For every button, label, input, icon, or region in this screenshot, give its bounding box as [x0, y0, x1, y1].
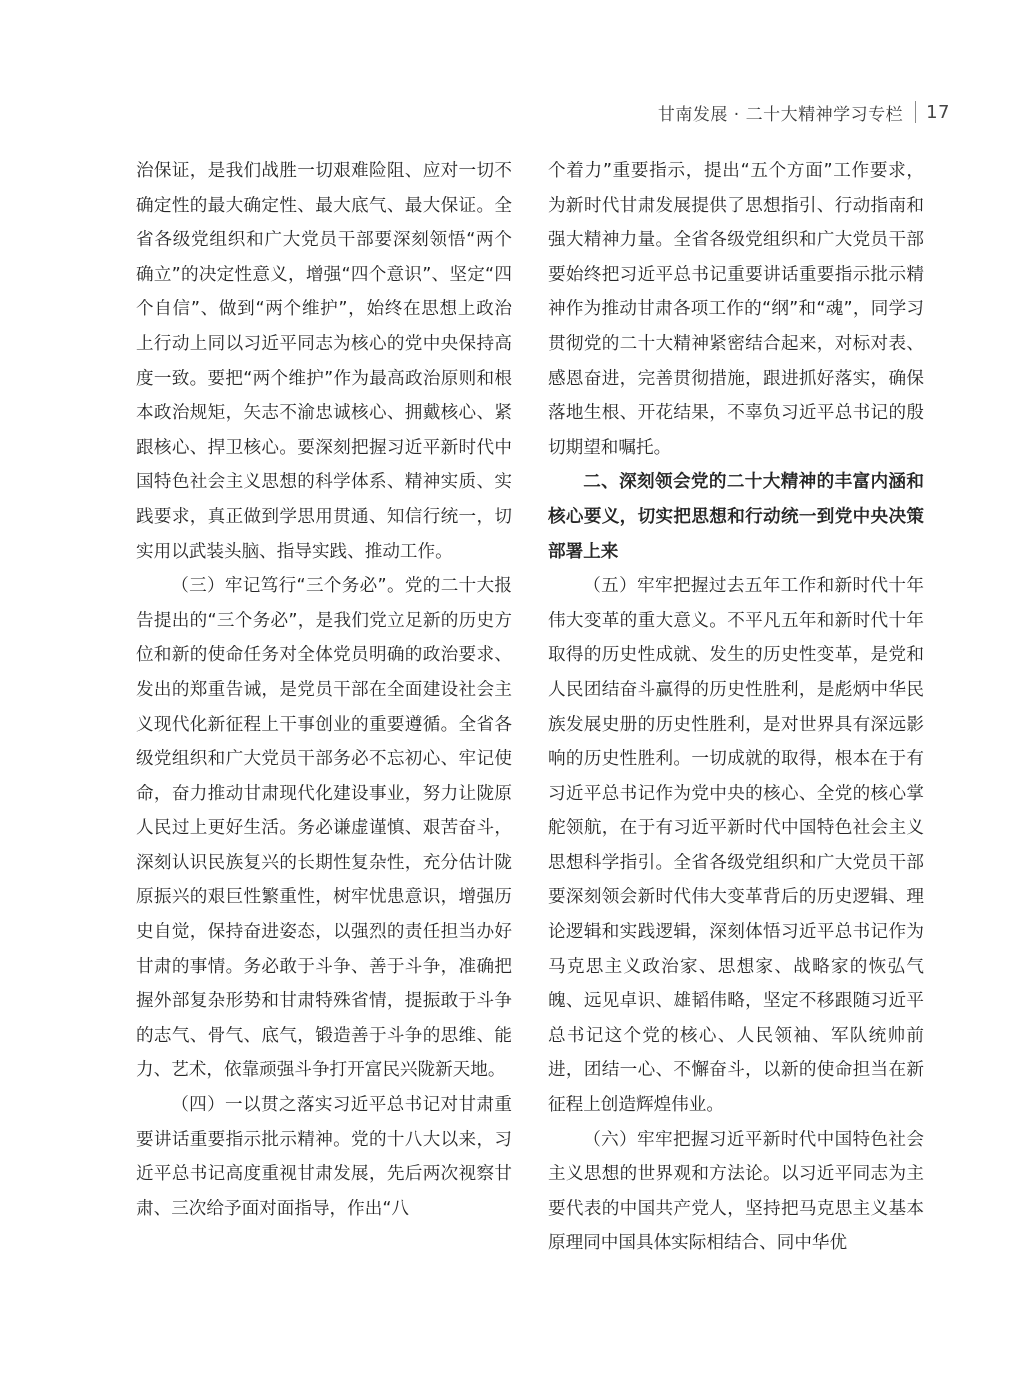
running-header: [658, 98, 950, 126]
section-heading-2: 二、深刻领会党的二十大精神的丰富内涵和核心要义，切实把思想和行动统一到党中央决策部署上来: [548, 472, 924, 562]
left-column: [136, 154, 512, 1226]
right-column: [548, 154, 924, 1261]
paragraph-continued: 治保证，是我们战胜一切艰难险阻、应对一切不确定性的最大确定性、最大底气、最大保证。全省各级党组织和广大党员干部要深刻领悟“两个确立”的决定性意义，增强“四个意识”、坚定“四个自信”、做到“两个维护”，始终在思想上政治上行动上同以习近平同志为核心的党中央保持高度一致。要把“两个维护”作为最高政治原则和根本政治规矩，矢志不渝忠诚核心、拥戴核心、紧跟核心、捍卫核心。要深刻把握习近平新时代中国特色社会主义思想的科学体系、精神实质、实践要求，真正做到学思用贯通、知信行统一，切实用以武装头脑、指导实践、推动工作。: [136, 161, 512, 562]
paragraph-section-4: （四）一以贯之落实习近平总书记对甘肃重要讲话重要指示批示精神。党的十八大以来，习近平总书记高度重视甘肃发展，先后两次视察甘肃、三次给予面对面指导，作出“八: [136, 1095, 512, 1219]
paragraph-section-5: （五）牢牢把握过去五年工作和新时代十年伟大变革的重大意义。不平凡五年和新时代十年取得的历史性成就、发生的历史性变革，是党和人民团结奋斗赢得的历史性胜利，是彪炳中华民族发展史册的历史性胜利，是对世界具有深远影响的历史性胜利。一切成就的取得，根本在于有习近平总书记作为党中央的核心、全党的核心掌舵领航，在于有习近平新时代中国特色社会主义思想科学指引。全省各级党组织和广大党员干部要深刻领会新时代伟大变革背后的历史逻辑、理论逻辑和实践逻辑，深刻体悟习近平总书记作为马克思主义政治家、思想家、战略家的恢弘气魄、远见卓识、雄韬伟略，坚定不移跟随习近平总书记这个党的核心、人民领袖、军队统帅前进，团结一心、不懈奋斗，以新的使命担当在新征程上创造辉煌伟业。: [548, 576, 924, 1116]
page-number: 17: [926, 101, 950, 123]
header-divider: [915, 101, 916, 123]
header-title: 甘南发展 · 二十大精神学习专栏: [657, 104, 904, 125]
paragraph-continued-right: 个着力”重要指示，提出“五个方面”工作要求，为新时代甘肃发展提供了思想指引、行动指南和强大精神力量。全省各级党组织和广大党员干部要始终把习近平总书记重要讲话重要指示批示精神作为推动甘肃各项工作的“纲”和“魂”，同学习贯彻党的二十大精神紧密结合起来，对标对表、感恩奋进，完善贯彻措施，跟进抓好落实，确保落地生根、开花结果，不辜负习近平总书记的殷切期望和嘱托。: [548, 161, 924, 458]
paragraph-section-3: （三）牢记笃行“三个务必”。党的二十大报告提出的“三个务必”，是我们党立足新的历史方位和新的使命任务对全体党员明确的政治要求、发出的郑重告诫，是党员干部在全面建设社会主义现代化新征程上干事创业的重要遵循。全省各级党组织和广大党员干部务必不忘初心、牢记使命，奋力推动甘肃现代化建设事业，努力让陇原人民过上更好生活。务必谦虚谨慎、艰苦奋斗，深刻认识民族复兴的长期性复杂性，充分估计陇原振兴的艰巨性繁重性，树牢忧患意识，增强历史自觉，保持奋进姿态，以强烈的责任担当办好甘肃的事情。务必敢于斗争、善于斗争，准确把握外部复杂形势和甘肃特殊省情，提振敢于斗争的志气、骨气、底气，锻造善于斗争的思维、能力、艺术，依靠顽强斗争打开富民兴陇新天地。: [136, 576, 512, 1081]
paragraph-section-6: （六）牢牢把握习近平新时代中国特色社会主义思想的世界观和方法论。以习近平同志为主要代表的中国共产党人，坚持把马克思主义基本原理同中国具体实际相结合、同中华优: [548, 1129, 924, 1254]
